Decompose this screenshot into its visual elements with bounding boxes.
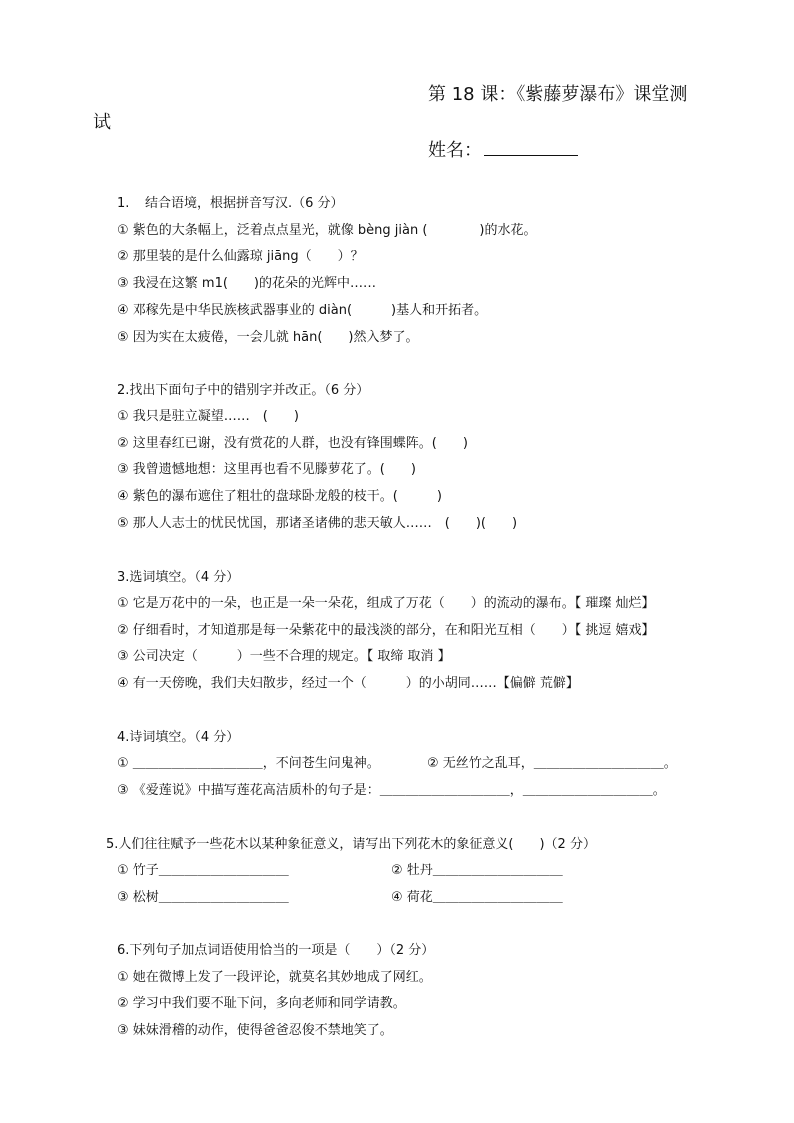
section-1-heading-text: 结合语境，根据拼音写汉.（6 分） (145, 196, 344, 211)
list-item: ① 竹子＿＿＿＿＿＿＿＿＿＿ (117, 863, 289, 878)
list-item: ④ 有一天傍晚，我们夫妇散步，经过一个（ ）的小胡同……【偏僻 荒僻】 (117, 676, 579, 691)
section-2-heading: 2.找出下面句子中的错别字并改正。（6 分） (117, 383, 370, 398)
list-item: ① 紫色的大条幅上，泛着点点星光，就像 bèng jiàn ( )的水花。 (117, 223, 537, 238)
list-item: ③ 公司决定（ ）一些不合理的规定。【 取缔 取消 】 (117, 649, 451, 664)
list-item: ② 牡丹＿＿＿＿＿＿＿＿＿＿ (391, 863, 563, 878)
name-blank[interactable] (484, 137, 578, 156)
list-item: ⑤ 因为实在太疲倦，一会儿就 hān( )然入梦了。 (117, 330, 419, 345)
list-item: ④ 荷花＿＿＿＿＿＿＿＿＿＿ (391, 890, 563, 905)
list-item: ⑤ 那人人志士的忧民忧国，那诸圣诸佛的悲天敏人…… ( )( ) (117, 516, 518, 531)
list-item: ③ 我浸在这繁 m1( )的花朵的光辉中…… (117, 276, 376, 291)
list-item: ② 这里春红已谢，没有赏花的人群，也没有锋围蝶阵。( ) (117, 436, 468, 451)
section-4-heading: 4.诗词填空。（4 分） (117, 730, 240, 745)
list-item: ② 无丝竹之乱耳，＿＿＿＿＿＿＿＿＿＿。 (427, 756, 677, 771)
list-item: ④ 紫色的瀑布遮住了粗壮的盘球卧龙般的枝干。( ) (117, 489, 442, 504)
page-title-continued: 试 (93, 112, 111, 133)
list-item: ① ＿＿＿＿＿＿＿＿＿＿，不问苍生问鬼神。 (117, 756, 380, 771)
list-item: ③ 妹妹滑稽的动作，使得爸爸忍俊不禁地笑了。 (117, 1023, 393, 1038)
section-1-heading (117, 192, 344, 211)
section-1-number: 1. (117, 196, 130, 211)
list-item: ④ 邓稼先是中华民族核武器事业的 diàn( )基人和开拓者。 (117, 303, 488, 318)
section-3-heading: 3.选词填空。（4 分） (117, 570, 240, 585)
list-item: ② 仔细看时，才知道那是每一朵紫花中的最浅淡的部分，在和阳光互相（ ）【 挑逗 嬉戏】 (117, 623, 655, 638)
page-title: 第 18 课：《紫藤萝瀑布》课堂测 (428, 84, 688, 105)
list-item: ③ 《爱莲说》中描写莲花高洁质朴的句子是：＿＿＿＿＿＿＿＿＿＿，＿＿＿＿＿＿＿＿＿＿。 (117, 783, 666, 798)
list-item: ① 我只是驻立凝望…… ( ) (117, 409, 299, 424)
list-item: ③ 松树＿＿＿＿＿＿＿＿＿＿ (117, 890, 289, 905)
name-label: 姓名： (428, 140, 482, 161)
section-6-heading: 6.下列句子加点词语使用恰当的一项是（ ）（2 分） (117, 943, 435, 958)
list-item: ③ 我曾遗憾地想：这里再也看不见滕萝花了。( ) (117, 462, 416, 477)
list-item: ① 它是万花中的一朵，也正是一朵一朵花，组成了万花（ ）的流动的瀑布。【 璀璨 灿烂】 (117, 596, 655, 611)
list-item: ② 学习中我们要不耻下问，多向老师和同学请教。 (117, 996, 406, 1011)
list-item: ② 那里装的是什么仙露琼 jiāng（ ）？ (117, 249, 364, 264)
name-field (428, 136, 578, 162)
section-5-heading: 5.人们往往赋予一些花木以某种象征意义，请写出下列花木的象征意义( )（2 分） (106, 837, 596, 852)
list-item: ① 她在微博上发了一段评论，就莫名其妙地成了网红。 (117, 970, 432, 985)
